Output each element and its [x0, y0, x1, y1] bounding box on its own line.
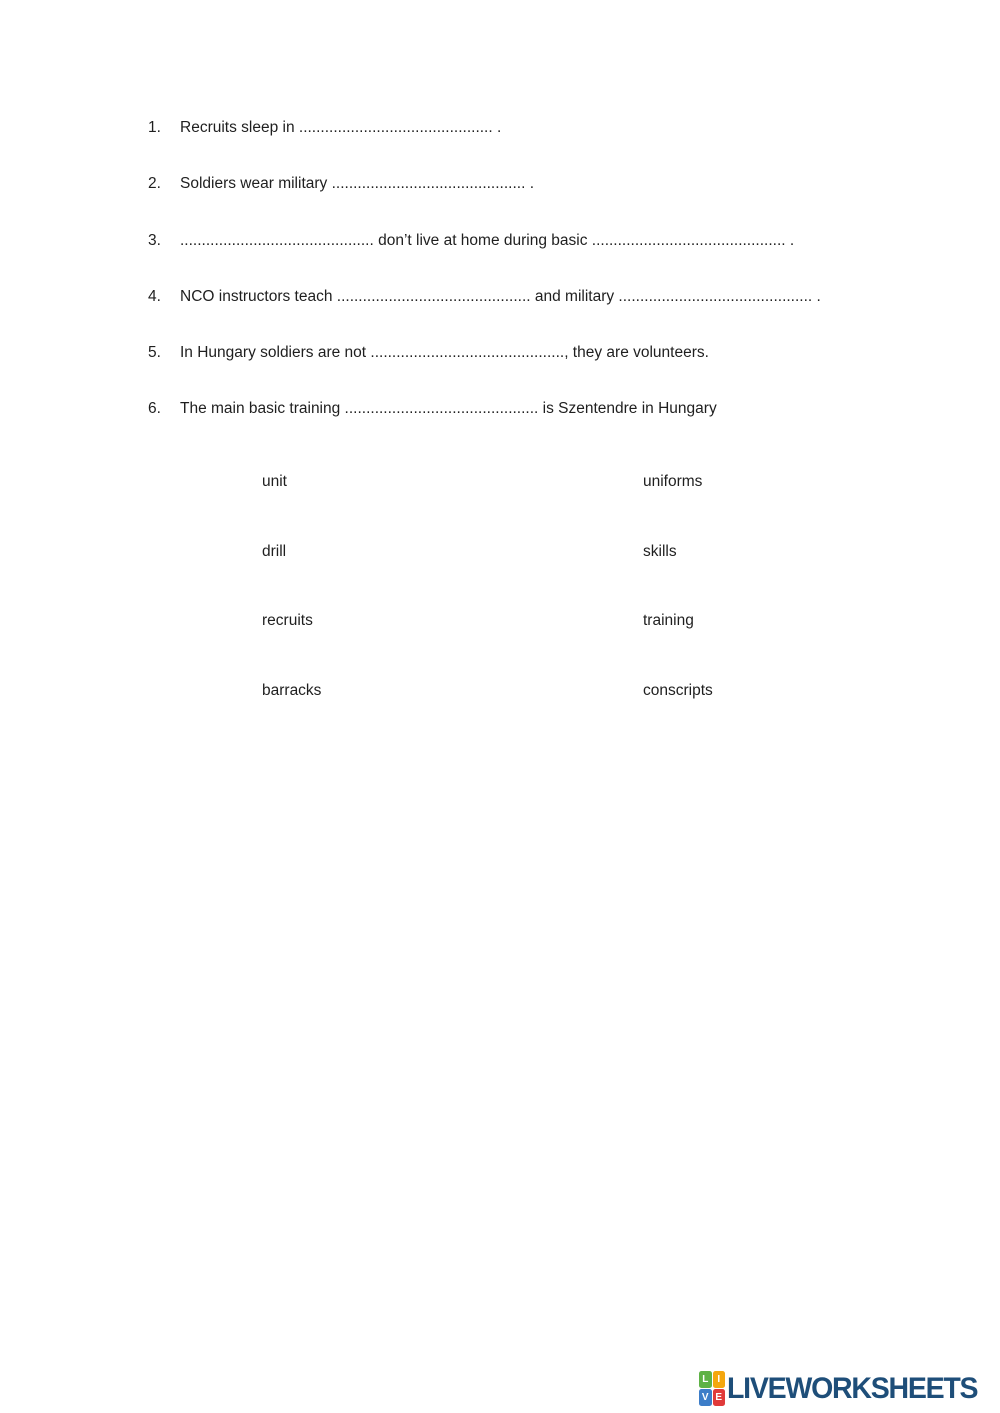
word-bank-item: recruits	[262, 612, 313, 629]
word-bank-item: conscripts	[643, 681, 713, 699]
question-item	[148, 231, 920, 251]
word-bank-item: unit	[262, 473, 287, 490]
question-text: NCO instructors teach ............................................. and military ............................................. .	[180, 287, 821, 305]
question-text: The main basic training ............................................. is Szentendre in Hungary	[180, 400, 717, 418]
question-text: Soldiers wear military ............................................. .	[180, 175, 534, 193]
question-item	[148, 287, 920, 307]
logo-tile-i: I	[713, 1371, 726, 1388]
logo-tile-e: E	[713, 1389, 726, 1406]
question-item	[148, 343, 920, 363]
logo-tile-l: L	[699, 1371, 712, 1388]
word-bank-item: training	[643, 612, 694, 629]
question-number: 3.	[148, 231, 161, 249]
question-list	[148, 118, 920, 456]
word-bank-item: uniforms	[643, 473, 703, 490]
question-number: 5.	[148, 344, 161, 362]
question-item	[148, 399, 920, 419]
word-bank-item: barracks	[262, 681, 322, 699]
question-number: 2.	[148, 175, 161, 193]
logo-tile-v: V	[699, 1389, 712, 1406]
liveworksheets-logo[interactable]	[699, 1371, 991, 1406]
question-item	[148, 174, 920, 194]
question-text: Recruits sleep in ............................................. .	[180, 119, 502, 136]
question-number: 6.	[148, 400, 161, 418]
word-bank	[262, 472, 713, 701]
word-bank-item: skills	[643, 542, 677, 560]
question-number: 1.	[148, 119, 161, 136]
word-bank-item: drill	[262, 542, 287, 560]
question-item	[148, 118, 920, 138]
question-number: 4.	[148, 287, 161, 305]
liveworksheets-tiles-icon	[699, 1371, 725, 1406]
question-text: ............................................. don’t live at home during basic ............................................. .	[180, 231, 795, 249]
liveworksheets-wordmark: LIVEWORKSHEETS	[727, 1371, 978, 1405]
question-text: In Hungary soldiers are not ............................................., they are volunteers.	[180, 344, 709, 362]
